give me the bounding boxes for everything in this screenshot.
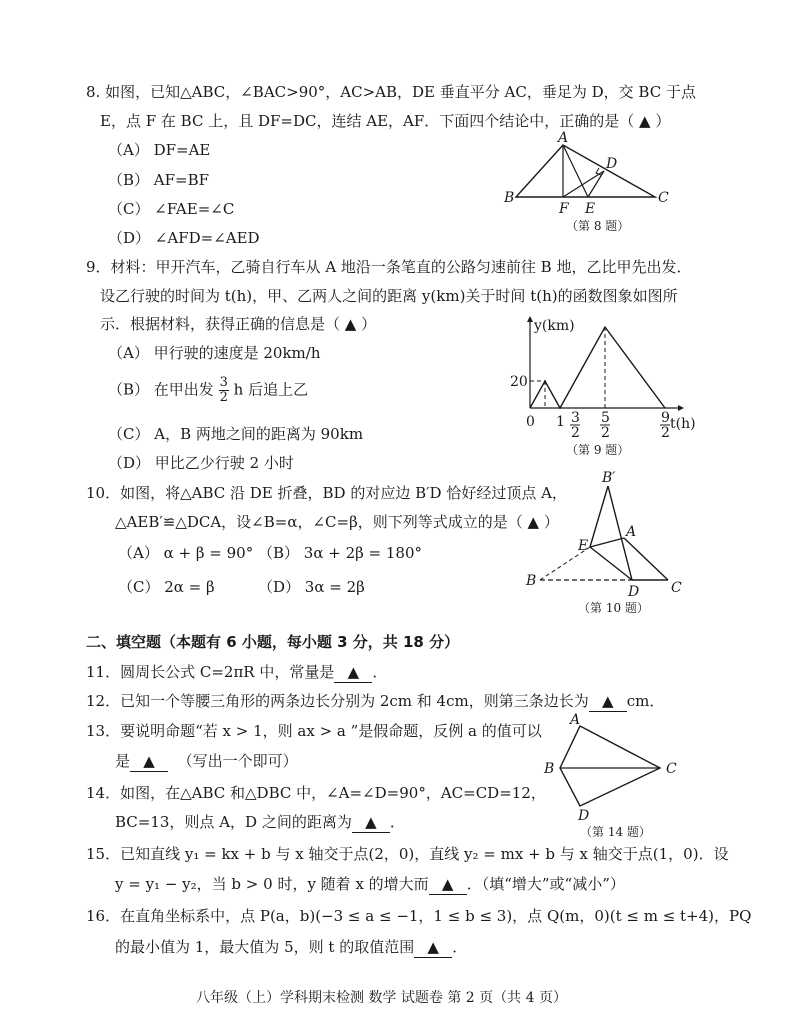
q9-series-line: [530, 327, 665, 408]
q16-line2: [115, 937, 467, 958]
q12-blank: ▲: [589, 691, 627, 712]
q10-stem-line2: △AEB′≌△DCA，设∠B=α，∠C=β，则下列等式成立的是（ ▲ ）: [115, 513, 559, 531]
q9-x-tick-numerator-3: 5: [601, 410, 610, 426]
q14-text: BC=13，则点 A，D 之间的距离为: [115, 813, 352, 831]
q15-line2: [115, 874, 625, 895]
q10-option-c: （C） 2α = β: [118, 578, 215, 596]
q8-option-b: （B） AF=BF: [108, 171, 210, 189]
q9-y-axis-label: y(km): [534, 318, 575, 334]
q10-stem-line1: 10．如图，将△ABC 沿 DE 折叠，BD 的对应边 B′D 恰好经过顶点 A，: [86, 484, 567, 502]
q14-label-c: C: [666, 761, 677, 777]
q10-option-b: （B） 3α + 2β = 180°: [258, 544, 423, 562]
q13-line2: [115, 751, 298, 772]
q16-text: 的最小值为 1，最大值为 5，则 t 的取值范围: [115, 938, 415, 956]
q9-x-tick-denominator-3: 2: [601, 425, 610, 441]
q9-chart: [500, 312, 696, 442]
q8-segment-df: [563, 171, 604, 197]
q15-blank: ▲: [429, 874, 467, 895]
q8-label-a: A: [558, 130, 569, 146]
q15-line1: 15．已知直线 y₁ = kx + b 与 x 轴交于点(2，0)，直线 y₂ = mx + b 与 x 轴交于点(1，0)．设: [86, 845, 729, 863]
q10-segment-ed: [590, 547, 632, 580]
section-fill-in-title: 二、填空题（本题有 6 小题，每小题 3 分，共 18 分）: [86, 633, 460, 651]
q9-option-b-fraction: [219, 376, 229, 405]
q16-line1: 16．在直角坐标系中，点 P(a，b)(−3 ≤ a ≤ −1，1 ≤ b ≤ 3)，点 Q(m，0)(t ≤ m ≤ t+4)，PQ: [86, 907, 752, 925]
q11: [86, 662, 387, 683]
q8-label-e: E: [585, 201, 596, 217]
q14-label-a: A: [570, 712, 581, 728]
q14-blank: ▲: [352, 812, 390, 833]
q14-caption: （第 14 题）: [580, 825, 651, 839]
q14-figure: [540, 712, 690, 824]
q14-line2: [115, 812, 405, 833]
q9-option-b-pre: （B） 在甲出发: [108, 380, 214, 399]
q9-x-tick-denominator-4: 2: [661, 425, 670, 441]
q8-figure: [500, 130, 680, 217]
q8-option-c: （C） ∠FAE=∠C: [108, 200, 235, 218]
q9-option-a: （A） 甲行驶的速度是 20km/h: [108, 344, 321, 362]
q11-text: 11．圆周长公式 C=2πR 中，常量是: [86, 663, 335, 681]
q9-x-tick-label-1: 1: [556, 414, 565, 430]
q10-label-d: D: [628, 584, 640, 600]
q9-option-b-denominator: 2: [219, 390, 228, 405]
q9-option-d: （D） 甲比乙少行驶 2 小时: [108, 454, 294, 472]
q14-kite: [560, 726, 660, 806]
q9-x-tick-label-0: 0: [526, 414, 535, 430]
q8-triangle-abc: [516, 145, 655, 197]
q12-text: 12．已知一个等腰三角形的两条边长分别为 2cm 和 4cm，则第三条边长为: [86, 692, 589, 710]
q9-x-axis-arrow: [678, 405, 684, 411]
q9-x-axis-label: t(h): [670, 416, 696, 432]
q10-option-d: （D） 3α = 2β: [258, 578, 365, 596]
q13-line1: 13．要说明命题“若 x > 1，则 ax > a ”是假命题，反例 a 的值可以: [86, 722, 542, 740]
q14-post: ．: [389, 813, 405, 831]
q16-blank: ▲: [414, 937, 452, 958]
q13-blank: ▲: [130, 751, 168, 772]
q13-text: 是: [115, 752, 131, 770]
q8-label-f: F: [559, 201, 569, 217]
q13-post: （写出一个即可）: [177, 752, 298, 770]
q8-segment-de: [588, 171, 604, 197]
q10-segment-ea: [590, 538, 624, 547]
page-footer: 八年级（上）学科期末检测 数学 试题卷 第 2 页（共 4 页）: [196, 990, 567, 1006]
q14-line1: 14．如图，在△ABC 和△DBC 中，∠A=∠D=90°，AC=CD=12，: [86, 784, 546, 802]
q9-caption: （第 9 题）: [566, 443, 630, 457]
q9-y-tick-label: 20: [510, 374, 528, 390]
q10-caption: （第 10 题）: [578, 601, 649, 615]
q10-segment-bp-e: [590, 486, 608, 547]
q8-option-d: （D） ∠AFD=∠AED: [108, 229, 260, 247]
q8-label-d: D: [606, 156, 618, 172]
q8-label-c: C: [658, 190, 669, 206]
q9-stem-line3: 示．根据材料，获得正确的信息是（ ▲ ）: [100, 315, 377, 333]
q9-x-tick-numerator-4: 9: [661, 410, 670, 426]
q15-text: y = y₁ − y₂，当 b > 0 时，y 随着 x 的增大而: [115, 875, 429, 893]
q9-y-axis-arrow: [527, 316, 533, 322]
q10-label-c: C: [671, 580, 682, 596]
q12-post: cm．: [626, 692, 665, 710]
q8-stem-line2: E，点 F 在 BC 上，且 DF=DC，连结 AE，AF．下面四个结论中，正确的是（ ▲ ）: [100, 112, 671, 130]
q10-figure: [520, 470, 690, 600]
q9-stem-line2: 设乙行驶的时间为 t(h)，甲、乙两人之间的距离 y(km)关于时间 t(h)的函数图象如图所: [100, 287, 678, 305]
q9-x-tick-denominator-2: 2: [571, 425, 580, 441]
q11-post: ．: [372, 663, 388, 681]
q9-option-b: [108, 376, 308, 405]
q8-stem-line1: 8. 如图，已知△ABC，∠BAC>90°，AC>AB，DE 垂直平分 AC，垂足为 D，交 BC 于点: [86, 83, 696, 101]
q9-option-b-numerator: 3: [219, 375, 228, 390]
q9-x-tick-numerator-2: 3: [571, 410, 580, 426]
q10-label-e: E: [578, 538, 589, 554]
q9-stem-line1: 9．材料：甲开汽车，乙骑自行车从 A 地沿一条笔直的公路匀速前往 B 地，乙比甲先出发．: [86, 258, 692, 276]
q10-label-b-prime: B′: [602, 470, 616, 486]
q11-blank: ▲: [334, 662, 372, 683]
q16-post: ．: [452, 938, 468, 956]
q8-option-a: （A） DF=AE: [108, 141, 211, 159]
q14-label-d: D: [578, 808, 590, 824]
q12: [86, 691, 664, 712]
q10-option-a: （A） α + β = 90°: [118, 544, 254, 562]
q10-label-a: A: [626, 524, 637, 540]
q9-option-b-post: h 后追上乙: [233, 380, 309, 399]
q9-option-c: （C） A，B 两地之间的距离为 90km: [108, 425, 364, 443]
q14-label-b: B: [544, 761, 555, 777]
q15-post: ．（填“增大”或“减小”）: [466, 875, 625, 893]
q8-label-b: B: [504, 190, 515, 206]
q10-label-b: B: [526, 573, 537, 589]
q8-caption: （第 8 题）: [566, 219, 630, 233]
